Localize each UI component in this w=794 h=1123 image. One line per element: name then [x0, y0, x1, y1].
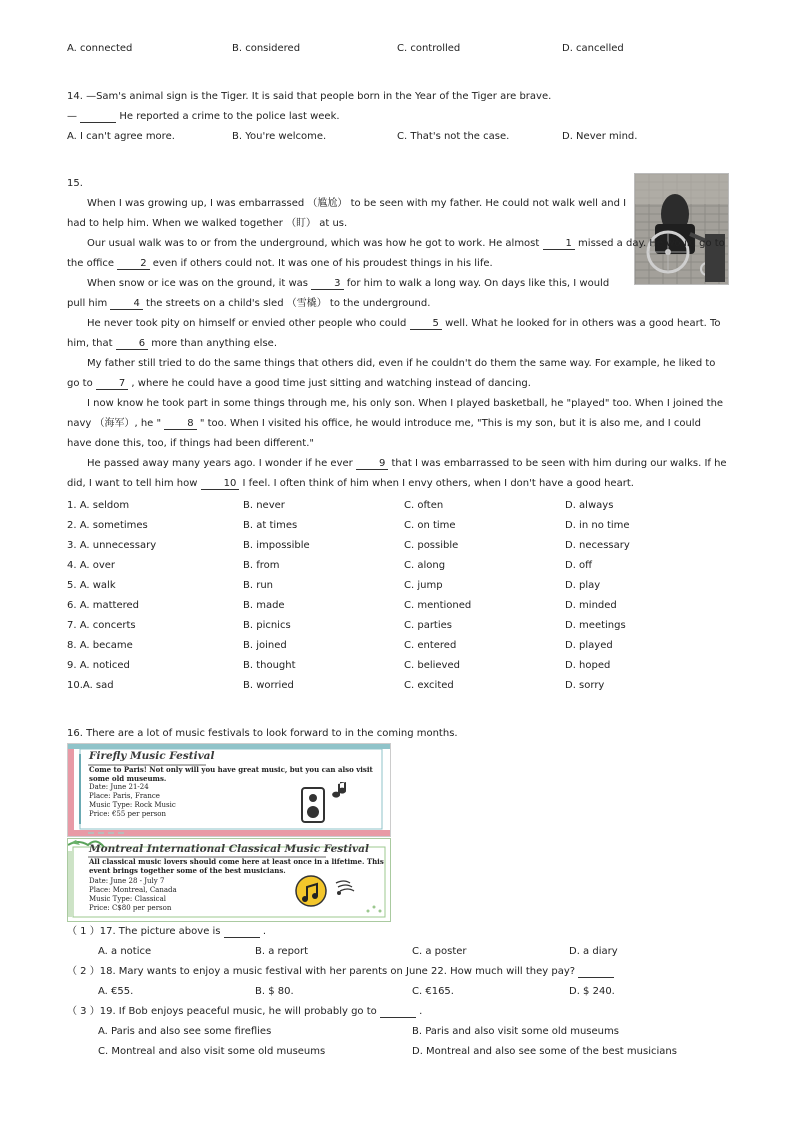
- firefly-lead-text: Come to Paris! Not only will you have great music, but you can also visit some old museums.: [89, 765, 373, 783]
- q15-p3-text-b: for him to walk a long way. On days like this, I would pull him: [67, 278, 610, 310]
- q15-p5-text-a: My father still tried to do the same things that others did, even if he couldn't do them the same way. For example, he liked to go to: [67, 358, 716, 390]
- blank-6[interactable]: 6: [116, 338, 148, 350]
- q13-option-b: B. considered: [232, 43, 301, 54]
- choice-6-b[interactable]: B. made: [243, 600, 285, 611]
- choice-7-c[interactable]: C. parties: [404, 620, 452, 631]
- choice-6-d[interactable]: D. minded: [565, 600, 617, 611]
- montreal-date: Date: June 28 - July 7: [89, 877, 165, 885]
- q15-p4-text-a: He never took pity on himself or envied other people who could: [87, 318, 410, 329]
- choice-5-d[interactable]: D. play: [565, 580, 601, 591]
- choice-1-d[interactable]: D. always: [565, 500, 614, 511]
- choice-8-b[interactable]: B. joined: [243, 640, 287, 651]
- q15-paragraph-4: [67, 314, 727, 354]
- blank-5[interactable]: 5: [410, 318, 442, 330]
- choice-3-c[interactable]: C. possible: [404, 540, 459, 551]
- q15-paragraph-1: When I was growing up, I was embarrassed （尴尬） to be seen with my father. He could not walk well and I had to help him. When we walked together （盯） at us.: [67, 198, 627, 230]
- choice-9-d[interactable]: D. hoped: [565, 660, 611, 671]
- q15-p4-text-b: well. What he looked for in others was a good heart. To him, that: [67, 318, 721, 350]
- q18-option-d[interactable]: D. $ 240.: [569, 986, 615, 997]
- choice-6-a[interactable]: 6. A. mattered: [67, 600, 139, 611]
- q15-p2-text-a: Our usual walk was to or from the underground, which was how he got to work. He almost: [87, 238, 543, 249]
- q13-option-c: C. controlled: [397, 43, 461, 54]
- speaker-icon: [298, 778, 358, 826]
- choice-5-a[interactable]: 5. A. walk: [67, 580, 116, 591]
- q14-option-d: D. Never mind.: [562, 131, 638, 142]
- q19-option-a[interactable]: A. Paris and also see some fireflies: [98, 1026, 272, 1037]
- q17-option-c[interactable]: C. a poster: [412, 946, 467, 957]
- montreal-price: Price: C$80 per person: [89, 904, 172, 912]
- q18-answer-blank[interactable]: [578, 966, 614, 978]
- choice-2-a[interactable]: 2. A. sometimes: [67, 520, 148, 531]
- choice-9-c[interactable]: C. believed: [404, 660, 460, 671]
- choice-9-b[interactable]: B. thought: [243, 660, 296, 671]
- q15-p6-text-a: I now know he took part in some things through me, his only son. When I played basketball, he "played" too. When I joined the navy （海军）, he ": [67, 398, 724, 430]
- q18-question: [67, 965, 614, 978]
- q15-p3-text-a: When snow or ice was on the ground, it was: [87, 278, 312, 289]
- choice-3-a[interactable]: 3. A. unnecessary: [67, 540, 157, 551]
- choice-8-a[interactable]: 8. A. became: [67, 640, 133, 651]
- firefly-date: Date: June 21-24: [89, 783, 149, 791]
- q17-option-d[interactable]: D. a diary: [569, 946, 618, 957]
- q15-paragraph-5: [67, 354, 727, 394]
- blank-2[interactable]: 2: [117, 258, 149, 270]
- blank-10[interactable]: 10: [201, 478, 240, 490]
- q15-number: 15.: [67, 178, 83, 189]
- q13-option-d: D. cancelled: [562, 43, 624, 54]
- choice-7-b[interactable]: B. picnics: [243, 620, 291, 631]
- choice-1-b[interactable]: B. never: [243, 500, 285, 511]
- q14-question: 14. —Sam's animal sign is the Tiger. It is said that people born in the Year of the Tiger are brave.: [67, 91, 552, 102]
- q14-answer-blank[interactable]: [80, 111, 116, 123]
- firefly-type: Music Type: Rock Music: [89, 801, 176, 809]
- q15-p7-text-b: that I was embarrassed to be seen with him during our walks. If he did, I want to tell him how: [67, 458, 727, 490]
- q15-p6-text-b: " too. When I visited his office, he would introduce me, "This is my son, but it is also me, and I could have done this, too, if things had been different.": [67, 418, 701, 450]
- q14-reply: [67, 110, 340, 123]
- q19-answer-blank[interactable]: [380, 1006, 416, 1018]
- q17-suffix: .: [259, 926, 267, 937]
- choice-10-c[interactable]: C. excited: [404, 680, 454, 691]
- q17-option-a[interactable]: A. a notice: [98, 946, 152, 957]
- q19-question: [67, 1005, 422, 1018]
- choice-4-a[interactable]: 4. A. over: [67, 560, 116, 571]
- blank-9[interactable]: 9: [356, 458, 388, 470]
- montreal-type: Music Type: Classical: [89, 895, 167, 903]
- choice-5-b[interactable]: B. run: [243, 580, 274, 591]
- choice-10-b[interactable]: B. worried: [243, 680, 294, 691]
- choice-2-d[interactable]: D. in no time: [565, 520, 630, 531]
- choice-3-d[interactable]: D. necessary: [565, 540, 630, 551]
- q14-option-a: A. I can't agree more.: [67, 131, 175, 142]
- q15-p3-text-c: the streets on a child's sled （雪橇） to the underground.: [142, 298, 431, 310]
- q14-reply-text: He reported a crime to the police last week.: [116, 111, 340, 122]
- firefly-price: Price: €55 per person: [89, 810, 167, 818]
- montreal-poster: [67, 838, 391, 922]
- choice-4-b[interactable]: B. from: [243, 560, 280, 571]
- q19-option-c[interactable]: C. Montreal and also visit some old museums: [98, 1046, 326, 1057]
- firefly-poster: [67, 743, 391, 837]
- choice-9-a[interactable]: 9. A. noticed: [67, 660, 130, 671]
- q15-p7-text-a: He passed away many years ago. I wonder if he ever: [87, 458, 356, 469]
- q17-answer-blank[interactable]: [224, 926, 260, 938]
- q15-p5-text-b: , where he could have a good time just sitting and watching instead of dancing.: [128, 378, 531, 390]
- blank-3[interactable]: 3: [311, 278, 343, 290]
- choice-2-c[interactable]: C. on time: [404, 520, 456, 531]
- choice-4-c[interactable]: C. along: [404, 560, 446, 571]
- q15-p7-text-c: I feel. I often think of him when I envy others, when I don't have a good heart.: [239, 478, 634, 490]
- blank-7[interactable]: 7: [96, 378, 128, 390]
- q19-suffix: .: [415, 1006, 423, 1017]
- montreal-lead-text: All classical music lovers should come here at least once in a lifetime. This event brings together some of the best musicians.: [89, 857, 384, 875]
- q15-paragraph-6: [67, 394, 727, 455]
- q14-option-c: C. That's not the case.: [397, 131, 510, 142]
- q15-p2-text-c: even if others could not. It was one of his proudest things in his life.: [149, 258, 493, 270]
- music-note-icon: [294, 873, 364, 913]
- choice-7-d[interactable]: D. meetings: [565, 620, 626, 631]
- q17-question: [67, 925, 266, 938]
- q15-p4-text-c: more than anything else.: [148, 338, 277, 350]
- choice-10-a[interactable]: 10.A. sad: [67, 680, 114, 691]
- choice-8-d[interactable]: D. played: [565, 640, 613, 651]
- choice-8-c[interactable]: C. entered: [404, 640, 457, 651]
- blank-8[interactable]: 8: [164, 418, 196, 430]
- choice-6-c[interactable]: C. mentioned: [404, 600, 472, 611]
- q18-label: （ 2 ）18. Mary wants to enjoy a music festival with her parents on June 22. How much will they pay?: [67, 966, 579, 977]
- q18-option-b[interactable]: B. $ 80.: [255, 986, 294, 997]
- montreal-place: Place: Montreal, Canada: [89, 886, 177, 894]
- q18-option-c[interactable]: C. €165.: [412, 986, 454, 997]
- q15-paragraph-7: [67, 454, 727, 494]
- choice-4-d[interactable]: D. off: [565, 560, 593, 571]
- q14-reply-dash: —: [67, 111, 81, 122]
- choice-1-c[interactable]: C. often: [404, 500, 444, 511]
- q14-option-b: B. You're welcome.: [232, 131, 327, 142]
- q19-option-b[interactable]: B. Paris and also visit some old museums: [412, 1026, 619, 1037]
- choice-3-b[interactable]: B. impossible: [243, 540, 310, 551]
- q18-option-a[interactable]: A. €55.: [98, 986, 134, 997]
- choice-10-d[interactable]: D. sorry: [565, 680, 605, 691]
- q19-label: （ 3 ）19. If Bob enjoys peaceful music, he will probably go to: [67, 1006, 380, 1017]
- q15-paragraph-2: [67, 234, 727, 274]
- blank-4[interactable]: 4: [110, 298, 142, 310]
- q13-option-a: A. connected: [67, 43, 133, 54]
- q17-option-b[interactable]: B. a report: [255, 946, 309, 957]
- q15-paragraph-3: [67, 274, 627, 314]
- firefly-title: Firefly Music Festival: [89, 750, 215, 762]
- blank-1[interactable]: 1: [543, 238, 575, 250]
- choice-7-a[interactable]: 7. A. concerts: [67, 620, 136, 631]
- choice-2-b[interactable]: B. at times: [243, 520, 298, 531]
- firefly-place: Place: Paris, France: [89, 792, 160, 800]
- q19-option-d[interactable]: D. Montreal and also see some of the best musicians: [412, 1046, 677, 1057]
- choice-5-c[interactable]: C. jump: [404, 580, 443, 591]
- q16-intro: 16. There are a lot of music festivals to look forward to in the coming months.: [67, 728, 458, 739]
- montreal-title: Montreal International Classical Music Festival: [89, 843, 369, 855]
- choice-1-a[interactable]: 1. A. seldom: [67, 500, 130, 511]
- q15-p2-text-b: missed a day. He would go to the office: [67, 238, 725, 270]
- q17-label: （ 1 ）17. The picture above is: [67, 926, 224, 937]
